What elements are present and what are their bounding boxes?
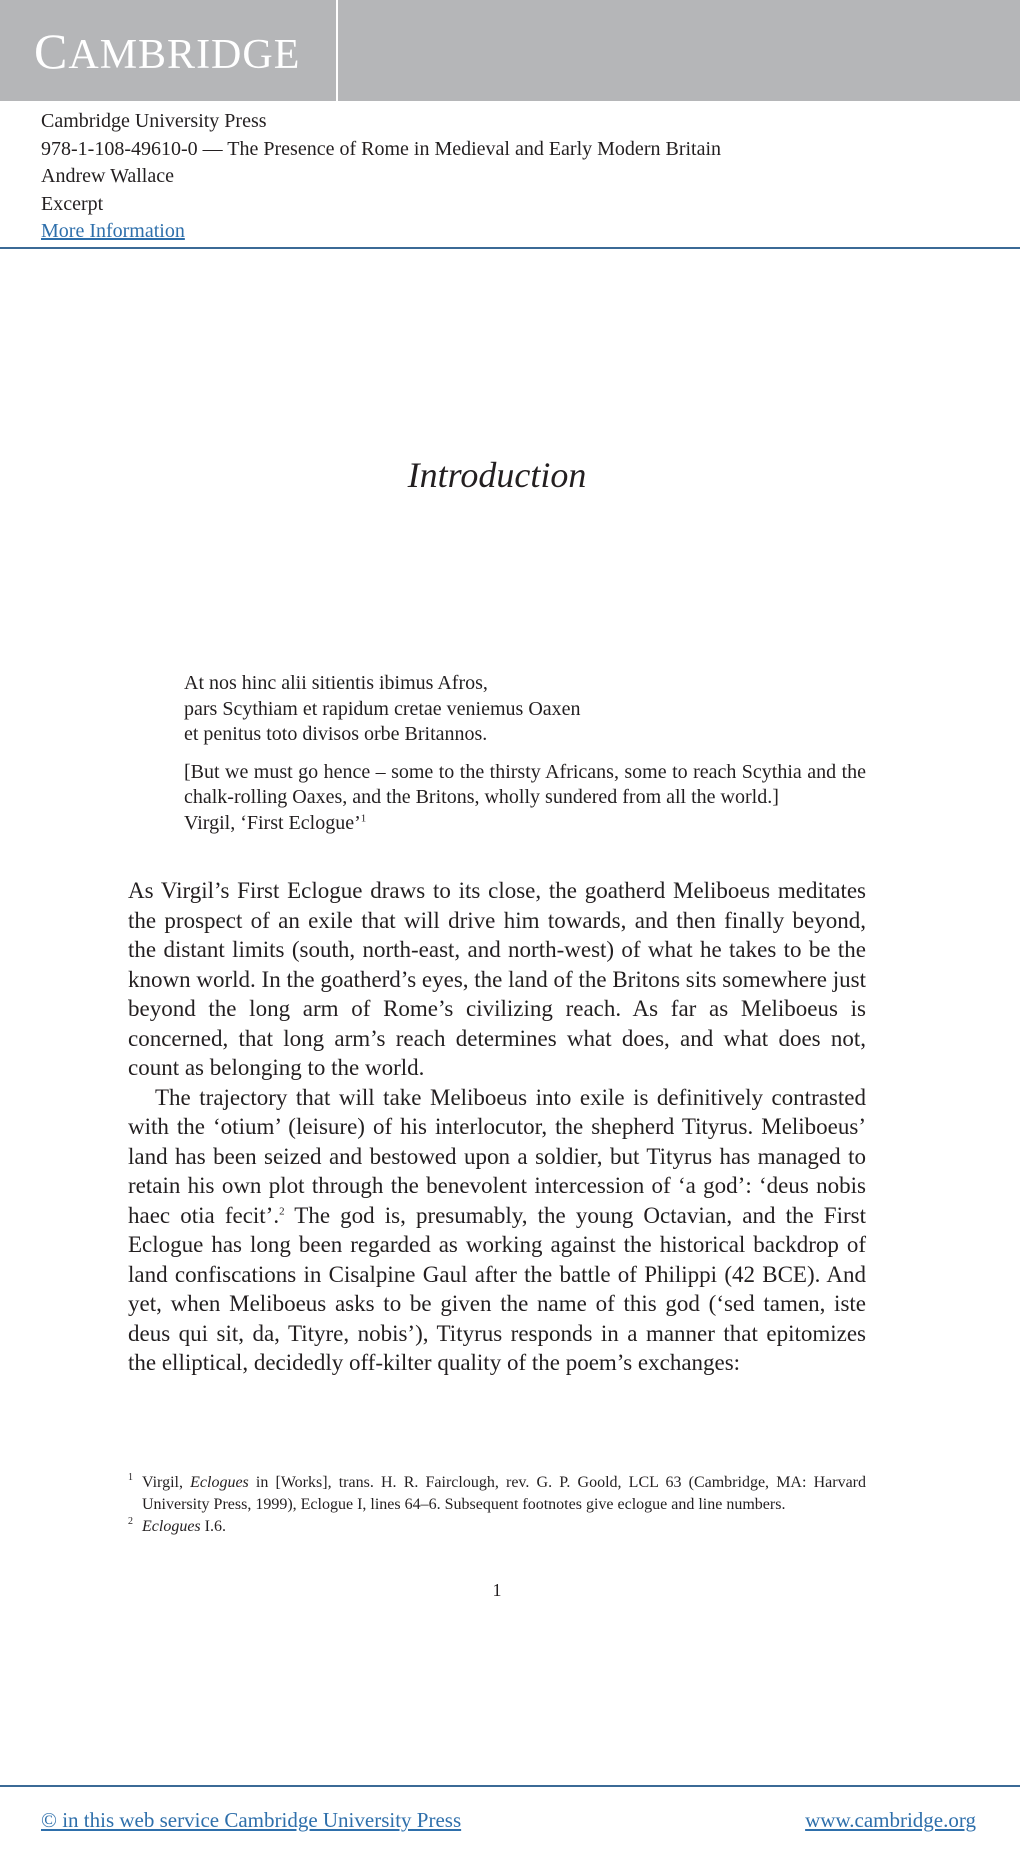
latin-line: et penitus toto divisos orbe Britannos.	[184, 723, 488, 745]
epigraph	[184, 671, 866, 836]
more-information-link[interactable]: More Information	[41, 220, 185, 242]
footer-rule	[0, 1785, 1020, 1787]
header-banner	[0, 0, 1020, 101]
document-type: Excerpt	[41, 192, 104, 215]
banner-divider	[336, 0, 338, 101]
header-rule	[0, 247, 1020, 249]
body-text	[128, 876, 866, 1378]
footnote-1: 1 Virgil, Eclogues in [Works], trans. H. R. Fairclough, rev. G. P. Goold, LCL 63 (Cambridge, MA: Harvard University Press, 1999), Eclogue I, lines 64–6. Subsequent footnotes give eclogue and line numbers.	[128, 1472, 866, 1516]
footnote-number: 1	[128, 1472, 133, 1483]
page-number: 1	[492, 1580, 502, 1600]
author-name: Andrew Wallace	[41, 165, 174, 187]
publisher-name: Cambridge University Press	[41, 110, 267, 132]
latin-line: At nos hinc alii sitientis ibimus Afros,	[184, 672, 488, 694]
footnote-ref: 2	[279, 1204, 285, 1217]
book-metadata	[41, 108, 721, 246]
epigraph-attribution: Virgil, ‘First Eclogue’$^1$	[184, 811, 367, 834]
copyright-link[interactable]: © in this web service Cambridge University Press	[41, 1808, 462, 1832]
paragraph-2: The trajectory that will take Meliboeus into exile is definitively contrasted with the ‘otium’ (leisure) of his interlocutor, the shepherd Tityrus. Meliboeus’ land has been seized and bestowed upon a soldier, but Tityrus has managed to retain his own plot through the benevolent intercession of ‘a god’: ‘deus nobis haec otia fecit’.$^2$ The god is, presumably, the young Octavian, and the First Eclogue has long been regarded as working against the historical backdrop of land confiscations in Cisalpine Gaul after the battle of Philippi (42 BCE). And yet, when Meliboeus asks to be given the name of this god (‘sed tamen, iste deus qui sit, da, Tityre, nobis’), Tityrus responds in a manner that epitomizes the elliptical, decidedly off-kilter quality of the poem’s exchanges:	[128, 1084, 866, 1375]
footnote-2: 2 Eclogues I.6.	[128, 1516, 866, 1538]
footnotes	[128, 1472, 866, 1538]
footnote-number: 2	[128, 1516, 133, 1527]
footnote-ref: 1	[360, 811, 367, 824]
epigraph-latin	[184, 671, 866, 748]
isbn-title: 978-1-108-49610-0 — The Presence of Rome in Medieval and Early Modern Britain	[41, 137, 722, 160]
cambridge-logo: CAMBRIDGE	[34, 23, 301, 79]
website-link[interactable]: www.cambridge.org	[805, 1808, 976, 1832]
chapter-title: Introduction	[407, 455, 587, 495]
latin-line: pars Scythiam et rapidum cretae veniemus Oaxen	[184, 697, 581, 720]
paragraph-1: As Virgil’s First Eclogue draws to its close, the goatherd Meliboeus meditates the prospect of an exile that will drive him towards, and then finally beyond, the distant limits (south, north-east, and north-west) of what he takes to be the known world. In the goatherd’s eyes, the land of the Britons sits somewhere just beyond the long arm of Rome’s civilizing reach. As far as Meliboeus is concerned, that long arm’s reach determines what does, and what does not, count as belonging to the world.	[128, 878, 866, 1080]
epigraph-translation: [But we must go hence – some to the thirsty Africans, some to reach Scythia and the chalk-rolling Oaxes, and the Britons, wholly sundered from all the world.]	[184, 760, 866, 808]
